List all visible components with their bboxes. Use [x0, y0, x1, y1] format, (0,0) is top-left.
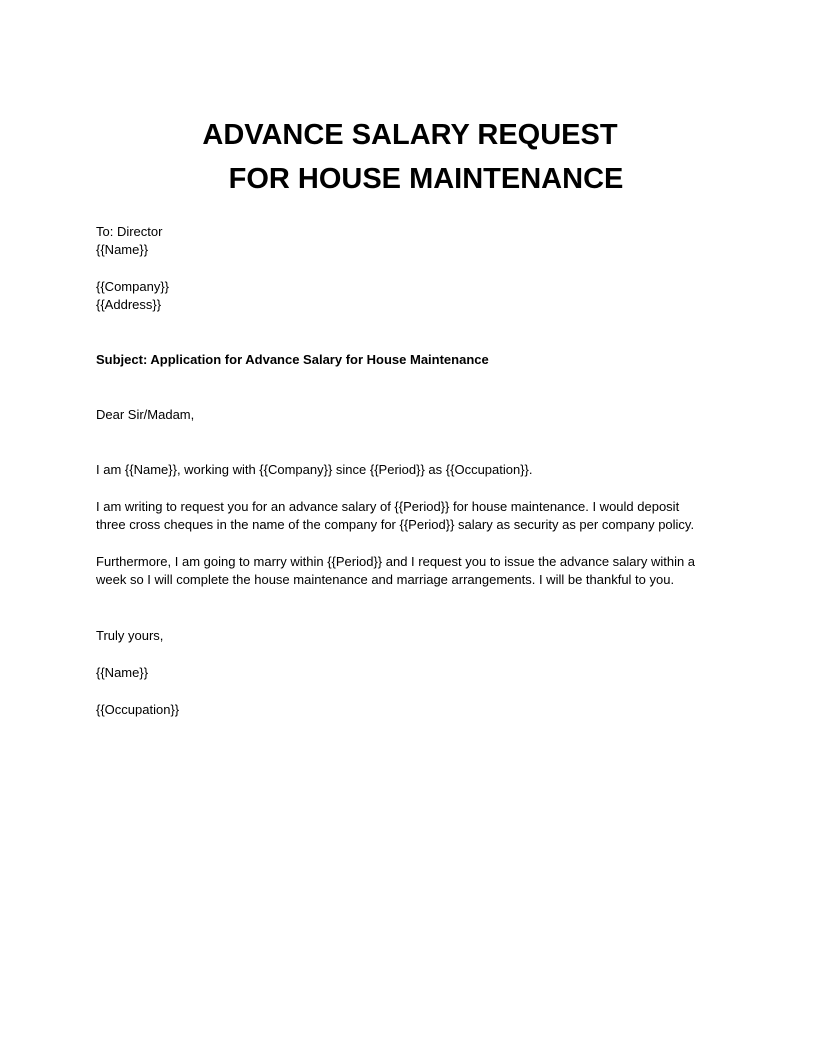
closing-valediction: Truly yours, [96, 628, 164, 643]
body-paragraph-2-line-2: three cross cheques in the name of the company for {{Period}} salary as security as per company policy. [96, 517, 695, 532]
body-paragraph-3-line-1: Furthermore, I am going to marry within {{Period}} and I request you to issue the advance salary within a [96, 554, 696, 569]
recipient-to: To: Director [96, 224, 163, 239]
recipient-address: {{Address}} [96, 297, 162, 312]
title-line-1: ADVANCE SALARY REQUEST [202, 119, 618, 151]
body-paragraph-1: I am {{Name}}, working with {{Company}} since {{Period}} as {{Occupation}}. [96, 462, 533, 477]
closing-name: {{Name}} [96, 665, 149, 680]
body-paragraph-3-line-2: week so I will complete the house maintenance and marriage arrangements. I will be thankful to you. [96, 572, 675, 587]
title-line-2: FOR HOUSE MAINTENANCE [228, 163, 624, 195]
salutation: Dear Sir/Madam, [96, 407, 195, 422]
recipient-name: {{Name}} [96, 242, 149, 257]
subject-line: Subject: Application for Advance Salary for House Maintenance [96, 352, 489, 367]
closing-occupation: {{Occupation}} [96, 702, 180, 717]
recipient-company: {{Company}} [96, 279, 170, 294]
body-paragraph-2-line-1: I am writing to request you for an advance salary of {{Period}} for house maintenance. I would deposit [96, 499, 680, 514]
